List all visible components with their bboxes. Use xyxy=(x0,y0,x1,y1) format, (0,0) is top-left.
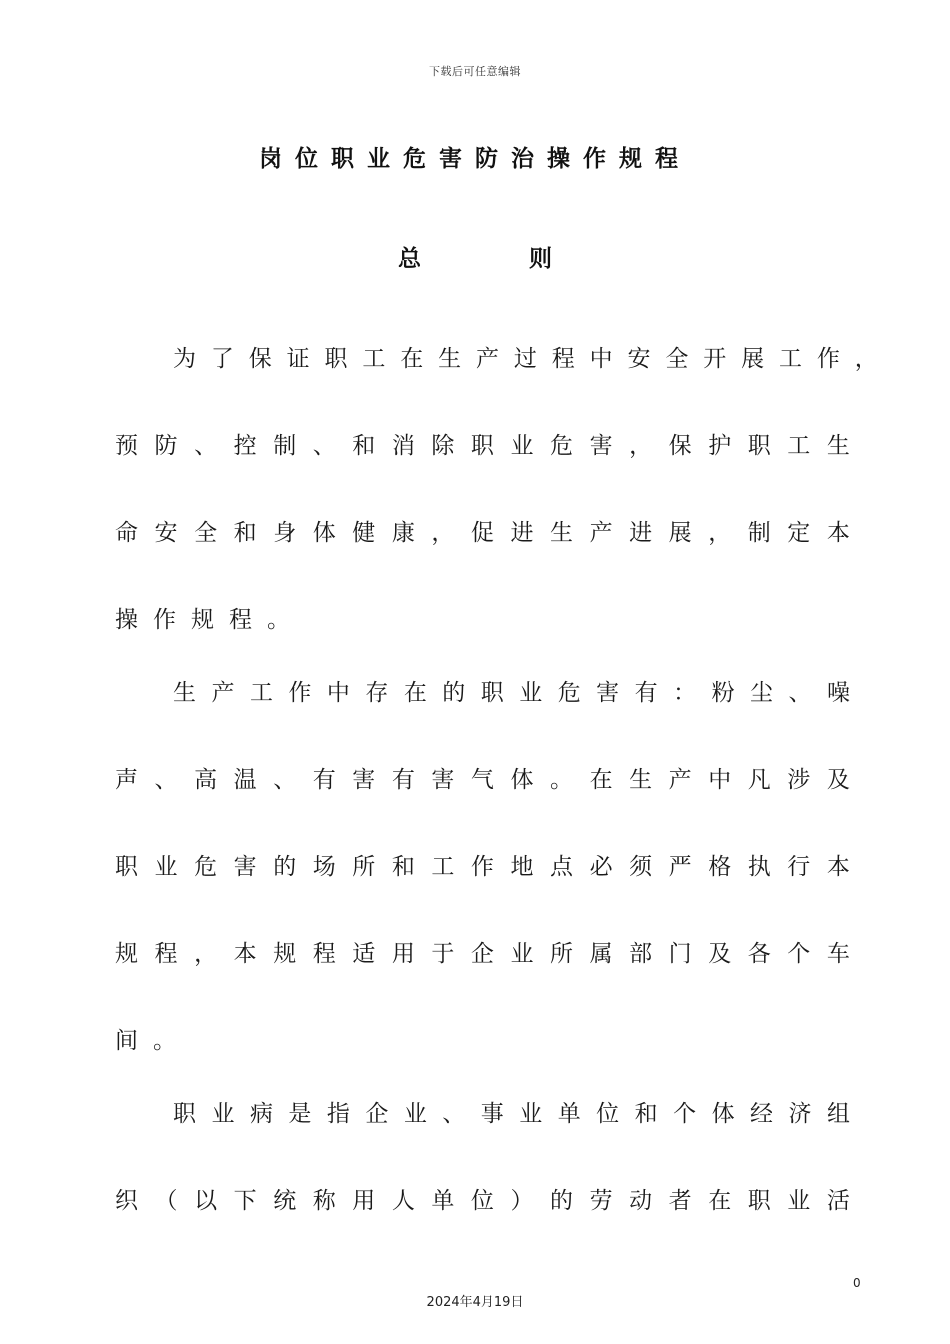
paragraph-line: 职 业 危 害 的 场 所 和 工 作 地 点 必 须 严 格 执 行 本 xyxy=(115,854,850,880)
document-title: 岗位职业危害防治操作规程 xyxy=(259,146,691,172)
paragraph-line: 为 了 保 证 职 工 在 生 产 过 程 中 安 全 开 展 工 作 ， xyxy=(173,346,878,372)
section-heading xyxy=(0,240,950,273)
paragraph-line: 织 （ 以 下 统 称 用 人 单 位 ） 的 劳 动 者 在 职 业 活 xyxy=(115,1188,850,1214)
footer-date: 2024年4月19日 xyxy=(426,1295,524,1310)
paragraph-line: 职 业 病 是 指 企 业 、 事 业 单 位 和 个 体 经 济 组 xyxy=(173,1101,850,1127)
paragraph-line: 规 程 ， 本 规 程 适 用 于 企 业 所 属 部 门 及 各 个 车 xyxy=(115,941,850,967)
paragraph-line: 操作规程。 xyxy=(115,607,305,633)
section-heading-right: 则 xyxy=(529,246,552,272)
paragraph-line: 生 产 工 作 中 存 在 的 职 业 危 害 有 ： 粉 尘 、 噪 xyxy=(173,680,850,706)
paragraph-line: 预 防 、 控 制 、 和 消 除 职 业 危 害 ， 保 护 职 工 生 xyxy=(115,433,850,459)
paragraph-line: 声 、 高 温 、 有 害 有 害 气 体 。 在 生 产 中 凡 涉 及 xyxy=(115,767,850,793)
page-number: 0 xyxy=(853,1276,861,1290)
paragraph-line: 命 安 全 和 身 体 健 康 ， 促 进 生 产 进 展 ， 制 定 本 xyxy=(115,520,850,546)
header-note: 下载后可任意编辑 xyxy=(429,65,521,78)
section-heading-left: 总 xyxy=(398,246,421,272)
paragraph-line: 间。 xyxy=(115,1028,191,1054)
